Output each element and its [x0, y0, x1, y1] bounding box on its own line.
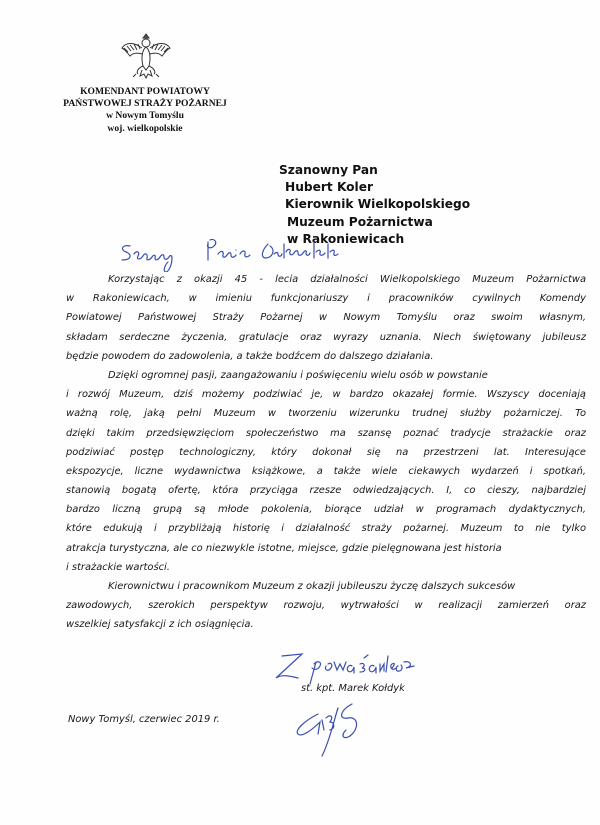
sender-province: woj. wielkopolskie — [107, 122, 183, 134]
signer-name: st. kpt. Marek Kołdyk — [301, 683, 405, 694]
sender-header — [40, 86, 250, 135]
polish-eagle-emblem-icon — [118, 28, 174, 84]
recipient-city: w Rakoniewicach — [287, 231, 405, 246]
handwritten-closing — [268, 648, 468, 686]
body-line: ekspozycje, liczne wydawnictwa książkowe, a także wiele ciekawych wydarzeń i spotkań, — [66, 465, 586, 477]
letter-body — [66, 270, 586, 635]
sender-institution: PAŃSTWOWEJ STRAŻY POŻARNEJ — [63, 98, 227, 110]
body-line: które edukują i przybliżają historię i działalność straży pożarnej. Muzeum to nie tylko — [66, 523, 586, 535]
body-line: w Rakoniewicach, w imieniu funkcjonariuszy i pracowników cywilnych Komendy — [66, 293, 586, 305]
body-line: będzie powodem do zadowolenia, a także bodźcem do dalszego działania. — [66, 350, 434, 362]
body-line: dzięki takim przedsięwzięciom społeczeństwo ma szansę poznać tradycje strażackie oraz — [66, 427, 586, 439]
sender-city: w Nowym Tomyślu — [106, 110, 184, 122]
body-line: bardzo liczną grupą są młode pokolenia, biorące udział w programach dydaktycznych, — [66, 504, 586, 516]
body-line: wszelkiej satysfakcji z ich osiągnięcia. — [66, 619, 254, 631]
signature-autograph — [290, 700, 380, 760]
recipient-name: Hubert Koler — [285, 180, 374, 195]
handwritten-salutation — [118, 236, 358, 272]
body-line: Dzięki ogromnej pasji, zaangażowaniu i poświęceniu wielu osób w powstanie — [108, 369, 488, 381]
body-line: podziwiać postęp technologiczny, który dokonał się na przestrzeni lat. Interesujące — [66, 446, 586, 458]
body-line: i rozwój Muzeum, dziś możemy podziwiać je, w bardzo okazałej formie. Wszyscy doceniają — [66, 389, 586, 401]
body-line: i strażackie wartości. — [66, 561, 170, 573]
sender-title: KOMENDANT POWIATOWY — [80, 86, 210, 97]
recipient-greeting: Szanowny Pan — [279, 163, 378, 177]
body-line: Powiatowej Państwowej Straży Pożarnej w Nowym Tomyślu oraz swoim własnym, — [66, 312, 586, 324]
body-line: ważną rolę, jaką pełni Muzeum w tworzeniu wizerunku trudnej służby pożarniczej. To — [66, 408, 586, 420]
body-line: Korzystając z okazji 45 - lecia działalności Wielkopolskiego Muzeum Pożarnictwa — [108, 274, 586, 285]
body-line: składam serdeczne życzenia, gratulacje oraz wyrazy uznania. Niech świętowany jubileusz — [66, 331, 586, 343]
body-line: atrakcja turystyczna, ale co niezwykle istotne, miejsce, gdzie pielęgnowana jest historia — [66, 542, 502, 554]
place-and-date: Nowy Tomyśl, czerwiec 2019 r. — [68, 714, 220, 725]
body-line: Kierownictwu i pracownikom Muzeum z okazji jubileuszu życzę dalszych sukcesów — [108, 581, 516, 592]
recipient-position: Kierownik Wielkopolskiego — [285, 197, 471, 212]
body-line: zawodowych, szerokich perspektyw rozwoju, wytrwałości w realizacji zamierzeń oraz — [66, 600, 586, 612]
body-line: stanowią bogatą ofertę, która przyciąga rzesze odwiedzających. I, co cieszy, najbardziej — [66, 485, 586, 497]
recipient-institution: Muzeum Pożarnictwa — [287, 214, 433, 229]
